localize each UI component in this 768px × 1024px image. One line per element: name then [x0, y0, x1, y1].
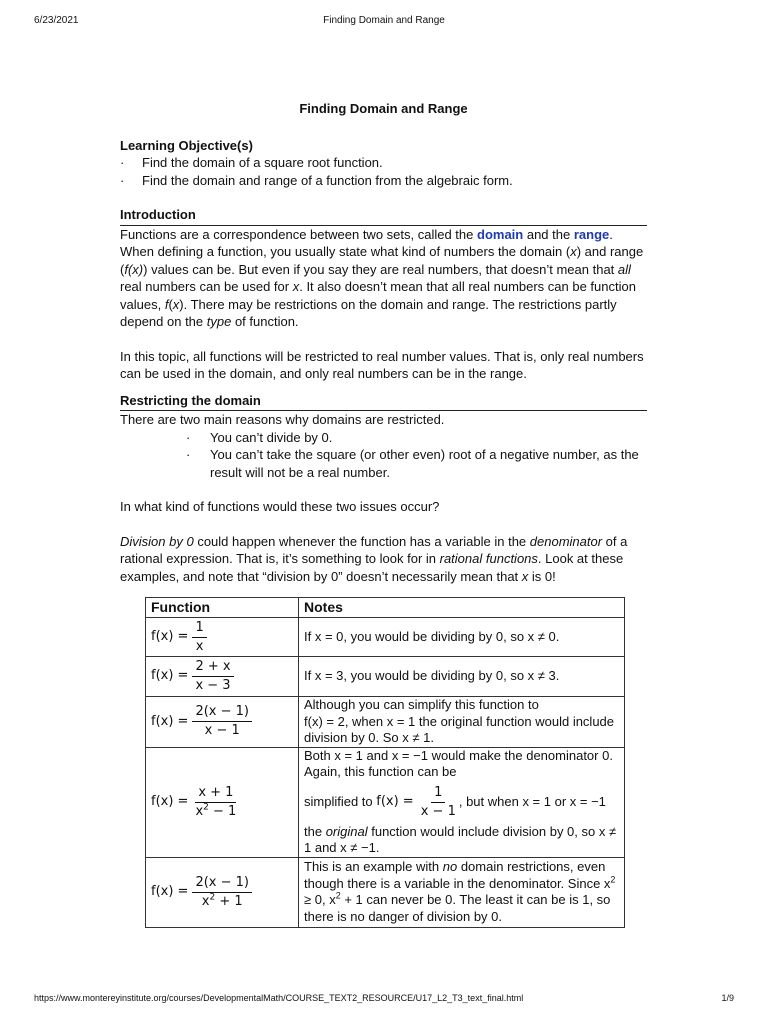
intro-paragraph-2: In this topic, all functions will be restricted to real number values. That is, only real numbers can be used in the domain, and only real numbers can be in the range. [120, 348, 644, 381]
intro-paragraph-1: Functions are a correspondence between two sets, called the domain and the range. When defining a function, you usually state what kind of numbers the domain (x) and range (f(x)) values can be. But even if you say they are real numbers, that doesn’t mean that all real numbers can be used for x. It also doesn’t mean that all real numbers can be function values, f(x). There may be restrictions on the domain and range. The restrictions partly depend on the type of function. [120, 226, 644, 329]
table-row [146, 657, 625, 697]
list-item: · You can’t divide by 0. [186, 429, 333, 445]
table-row [146, 857, 625, 927]
restrict-paragraph-1: There are two main reasons why domains are restricted. [120, 412, 445, 427]
restrict-question: In what kind of functions would these two issues occur? [120, 499, 440, 514]
introduction-heading: Introduction [120, 206, 647, 226]
document-body [120, 100, 647, 585]
list-item: · Find the domain and range of a function from the algebraic form. [120, 172, 513, 188]
table-row [146, 697, 625, 748]
function-formula: f(x) = $\frac{1}{x}$ [151, 620, 207, 655]
list-item: · You can’t take the square (or other even) root of a negative number, as the result will not be a real number. [186, 447, 639, 480]
table-row [146, 618, 625, 657]
table-row [146, 747, 625, 857]
objectives-heading: Learning Objective(s) [120, 137, 253, 153]
table-note: If x = 3, you would be dividing by 0, so x ≠ 3. [299, 657, 625, 697]
table-header-function: Function [146, 598, 299, 618]
table-note: This is an example with no domain restrictions, even though there is a variable in the denominator. Since $x^2 \ge 0$, $x^2 + 1$ can never be 0. The least it can be is 1, so there is no danger of division by 0. [299, 857, 625, 927]
print-header-title: Finding Domain and Range [323, 15, 445, 26]
range-link[interactable]: range [573, 226, 610, 242]
function-formula: f(x) = $\frac{2 + x}{x - 3}$ [151, 659, 234, 694]
domain-link[interactable]: domain [477, 226, 524, 242]
print-footer-url: https://www.montereyinstitute.org/courses/DevelopmentalMath/COURSE_TEXT2_RESOURCE/U17_L2_T3_text_final.html [34, 993, 524, 1003]
function-formula: f(x) = $\frac{2(x - 1)}{x^2 + 1}$ [151, 875, 252, 910]
table-note: Both x = 1 and x = −1 would make the denominator 0. Again, this function can be simplified to f(x) = $\frac{1}{x - 1}$ , but when x = 1 or x = −1 the original function would include division by 0, so x ≠ 1 and x ≠ −1. [299, 747, 625, 857]
print-date: 6/23/2021 [34, 15, 79, 26]
examples-table [145, 597, 625, 928]
table-header-notes: Notes [299, 598, 625, 618]
restricting-heading: Restricting the domain [120, 392, 647, 412]
function-formula: f(x) = $\frac{2(x - 1)}{x - 1}$ [151, 704, 252, 739]
function-formula: f(x) = $\frac{x + 1}{x^2 - 1}$ [151, 784, 237, 819]
table-note: If x = 0, you would be dividing by 0, so x ≠ 0. [299, 618, 625, 657]
list-item: · Find the domain of a square root function. [120, 155, 383, 170]
table-note: Although you can simplify this function to f(x) = 2, when x = 1 the original function would include division by 0. So x ≠ 1. [299, 697, 625, 748]
restrict-paragraph-2: Division by 0 could happen whenever the function has a variable in the denominator of a rational expression. That is, it’s something to look for in rational functions. Look at these examples, and note that “division by 0” doesn’t necessarily mean that x is 0! [120, 533, 628, 584]
page-number: 1/9 [721, 993, 734, 1003]
page-title: Finding Domain and Range [299, 101, 468, 116]
